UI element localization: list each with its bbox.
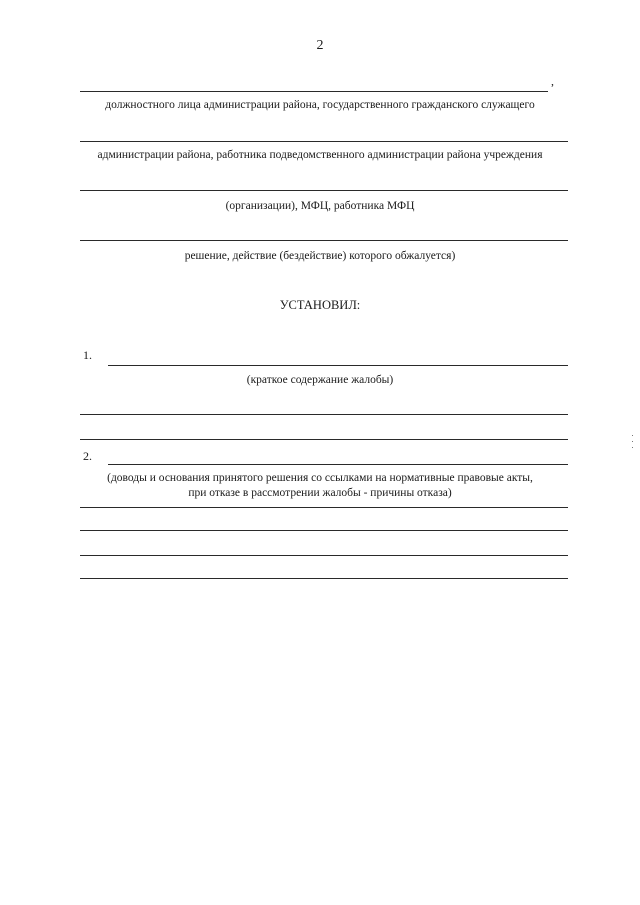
caption-decision: решение, действие (бездействие) которого обжалуется) (184, 250, 456, 262)
item-2-extra-line-4 (80, 578, 568, 579)
item-1-extra-line-2 (80, 439, 568, 440)
established-heading: УСТАНОВИЛ: (279, 298, 361, 312)
fill-line-official (80, 91, 548, 92)
caption-official: должностного лица администрации района, государственного гражданского служащего (105, 99, 535, 111)
item-2-extra-line-2 (80, 530, 568, 531)
item-2-fill-line (108, 464, 568, 465)
item-2-extra-line-1 (80, 507, 568, 508)
caption-organization: (организации), МФЦ, работника МФЦ (225, 200, 415, 212)
item-2-caption-line-1: (доводы и основания принятого решения со ссылками на нормативные правовые акты, (107, 472, 533, 484)
item-2-caption-line-2: при отказе в рассмотрении жалобы - причины отказа) (188, 487, 452, 499)
fill-line-organization (80, 190, 568, 191)
item-1-number: 1. (83, 348, 92, 362)
item-2-number: 2. (83, 449, 92, 463)
caption-employee: администрации района, работника подведомственного администрации района учреждения (97, 149, 543, 161)
trailing-comma: , (551, 74, 554, 88)
item-1-extra-line-1 (80, 414, 568, 415)
item-1-caption: (краткое содержание жалобы) (246, 374, 394, 386)
scan-artifact (632, 447, 633, 448)
scan-artifact (632, 441, 633, 442)
fill-line-employee (80, 141, 568, 142)
page-number: 2 (316, 38, 324, 53)
scan-artifact (632, 435, 633, 436)
fill-line-decision (80, 240, 568, 241)
item-1-fill-line (108, 365, 568, 366)
item-2-extra-line-3 (80, 555, 568, 556)
